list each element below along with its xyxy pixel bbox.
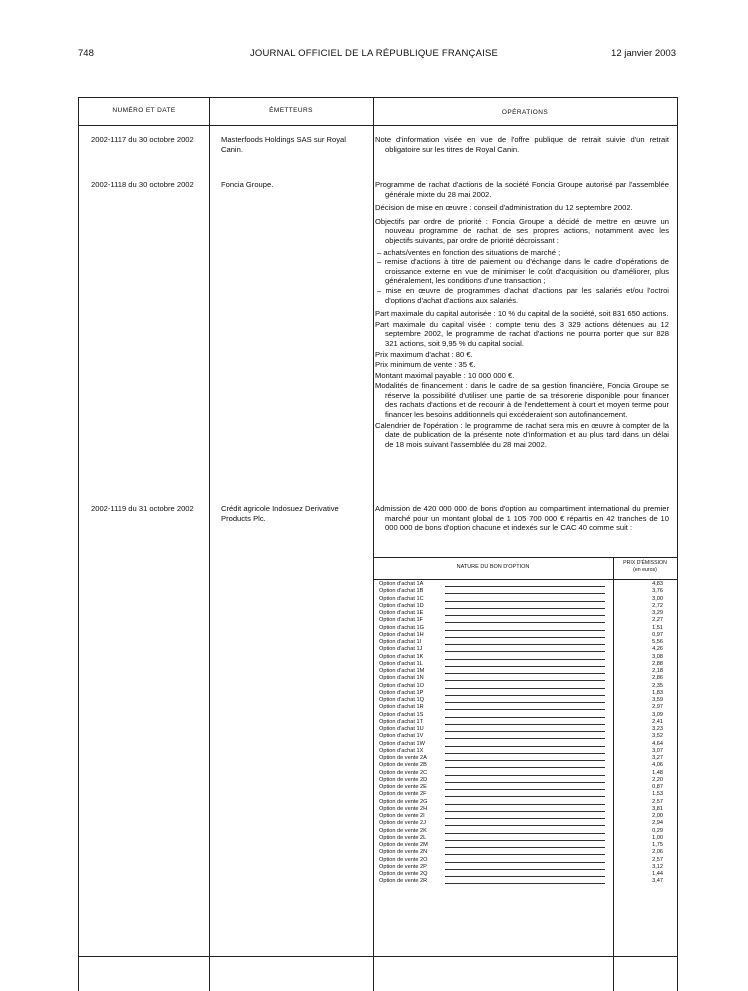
option-label: Option d'achat 1K (379, 653, 424, 660)
option-price: 3,29 (652, 610, 663, 616)
leader-line (445, 586, 605, 587)
option-price: 2,41 (652, 718, 663, 725)
option-label: Option de vente 2A (379, 755, 427, 761)
leader-line (445, 622, 605, 623)
option-label: Option de vente 2J (379, 820, 426, 827)
option-price: 1,83 (652, 689, 663, 696)
table-row (373, 632, 677, 639)
option-price: 3,47 (652, 878, 663, 885)
leader-line (445, 862, 605, 863)
subtable-header-rule (373, 579, 677, 580)
leader-line (445, 796, 605, 797)
table-row (373, 820, 677, 827)
leader-line (445, 869, 605, 870)
table-row (373, 770, 677, 777)
table-row (373, 712, 677, 719)
subtable-top-rule (373, 557, 677, 558)
table-row (373, 617, 677, 624)
leader-line (445, 593, 605, 594)
entry-issuer: Foncia Groupe. (221, 180, 274, 189)
list-item: – remise d'actions à titre de paiement ou d'échange dans le cadre d'opérations de croissance externe en vue de minimiser le coût d'acquisition ou d'améliorer, plus généralement, les conditions d'une transaction ; (377, 257, 669, 286)
table-row (373, 697, 677, 704)
column-divider (209, 98, 210, 991)
table-row (373, 741, 677, 748)
table-row (373, 878, 677, 885)
option-price: 1,48 (652, 769, 663, 776)
table-row (373, 857, 677, 864)
option-label: Option d'achat 1T (379, 718, 423, 725)
leader-line (445, 673, 605, 674)
table-row (373, 828, 677, 835)
option-label: Option de vente 2Q (379, 871, 428, 877)
option-label: Option d'achat 1M (379, 668, 425, 674)
table-row (373, 777, 677, 784)
option-price: 3,07 (652, 747, 663, 754)
table-row (373, 646, 677, 653)
option-price: 3,76 (652, 588, 663, 595)
option-label: Option de vente 2O (379, 856, 428, 863)
leader-line (445, 724, 605, 725)
option-price: 1,00 (652, 834, 663, 841)
option-price: 2,20 (652, 776, 663, 783)
paragraph: Calendrier de l'opération : le programme de rachat sera mis en œuvre à compter de la date de publication de la présente note d'information et au plus tard dans un délai de 18 mois suivant l'assemblée du 28 mai 2002. (375, 420, 669, 449)
option-price: 3,09 (652, 711, 663, 718)
paragraph: Montant maximal payable : 10 000 000 €. (375, 370, 515, 380)
option-warrant-table (373, 557, 677, 991)
option-price: 1,44 (652, 871, 663, 877)
leader-line (445, 789, 605, 790)
table-row (373, 733, 677, 740)
leader-line (445, 811, 605, 812)
option-label: Option de vente 2K (379, 827, 427, 834)
table-row (373, 639, 677, 646)
table-row (373, 588, 677, 595)
subtable-header-price (613, 560, 677, 574)
option-label: Option de vente 2I (379, 813, 425, 819)
table-row (373, 762, 677, 769)
option-price: 4,64 (652, 740, 663, 747)
table-row (373, 704, 677, 711)
leader-line (445, 659, 605, 660)
option-price: 3,81 (652, 805, 663, 812)
paragraph: Prix minimum de vente : 35 €. (375, 360, 476, 370)
table-row (373, 813, 677, 820)
leader-line (445, 637, 605, 638)
option-label: Option de vente 2C (379, 769, 428, 776)
option-price: 2,27 (652, 617, 663, 624)
header-divider (79, 125, 677, 126)
option-price: 0,97 (652, 631, 663, 638)
leader-line (445, 854, 605, 855)
option-label: Option d'achat 1W (379, 740, 425, 747)
option-label: Option de vente 2R (379, 878, 428, 885)
leader-line (445, 630, 605, 631)
objectives-list (375, 248, 669, 306)
table-row (373, 625, 677, 632)
subtable-rows (373, 581, 677, 886)
table-row (373, 849, 677, 856)
leader-line (445, 818, 605, 819)
option-price: 2,57 (652, 856, 663, 863)
option-price: 3,59 (652, 697, 663, 703)
table-row (373, 675, 677, 682)
option-label: Option de vente 2L (379, 834, 427, 841)
leader-line (445, 717, 605, 718)
option-label: Option d'achat 1H (379, 631, 424, 638)
option-price: 3,12 (652, 863, 663, 870)
table-row (373, 806, 677, 813)
option-price: 3,08 (652, 653, 663, 660)
option-price: 2,94 (652, 820, 663, 827)
leader-line (445, 688, 605, 689)
table-row (373, 690, 677, 697)
page-number: 748 (78, 48, 94, 59)
operations-table (78, 97, 678, 991)
table-row (373, 791, 677, 798)
table-row (373, 864, 677, 871)
option-price: 1,53 (652, 791, 663, 798)
leader-line (445, 804, 605, 805)
table-row (373, 871, 677, 878)
option-label: Option d'achat 1F (379, 617, 423, 624)
leader-line (445, 695, 605, 696)
leader-line (445, 746, 605, 747)
entry-issuer: Masterfoods Holdings SAS sur Royal Canin. (221, 135, 346, 154)
option-label: Option d'achat 1X (379, 747, 424, 754)
leader-line (445, 847, 605, 848)
option-price: 2,06 (652, 849, 663, 856)
option-price: 2,35 (652, 682, 663, 689)
paragraph: Décision de mise en œuvre : conseil d'administration du 12 septembre 2002. (375, 203, 633, 213)
leader-line (445, 883, 605, 884)
table-row (373, 842, 677, 849)
option-price: 2,18 (652, 668, 663, 674)
leader-line (445, 876, 605, 877)
column-header-number-date: NUMÉRO ET DATE (112, 107, 176, 114)
option-price: 3,27 (652, 755, 663, 761)
option-label: Option d'achat 1G (379, 624, 424, 631)
option-label: Option de vente 2N (379, 849, 428, 856)
option-price: 1,51 (652, 624, 663, 631)
option-label: Option d'achat 1B (379, 588, 424, 595)
table-row (373, 596, 677, 603)
list-item: – achats/ventes en fonction des situations de marché ; (377, 247, 561, 257)
option-price: 2,00 (652, 813, 663, 819)
subtable-header-nature: NATURE DU BON D'OPTION (456, 564, 530, 570)
option-label: Option d'achat 1J (379, 646, 423, 653)
leader-line (445, 651, 605, 652)
option-price: 0,87 (652, 784, 663, 790)
issue-date: 12 janvier 2003 (611, 48, 676, 59)
leader-line (445, 782, 605, 783)
entry-number-date: 2002-1118 du 30 octobre 2002 (91, 180, 194, 189)
leader-line (445, 608, 605, 609)
table-row (373, 784, 677, 791)
option-price: 0,29 (652, 827, 663, 834)
option-price: 3,23 (652, 726, 663, 732)
leader-line (445, 702, 605, 703)
table-row (373, 748, 677, 755)
option-label: Option d'achat 1L (379, 660, 423, 667)
leader-line (445, 760, 605, 761)
leader-line (445, 601, 605, 602)
paragraph: Objectifs par ordre de priorité : Foncia Groupe a décidé de mettre en œuvre un nouveau programme de rachat de ses propres actions, notamment avec les objectifs suivants, par ordre de priorité décroissant : (375, 216, 669, 245)
option-label: Option de vente 2D (379, 776, 428, 783)
option-label: Option d'achat 1U (379, 726, 424, 732)
option-label: Option d'achat 1R (379, 704, 424, 711)
option-label: Option de vente 2H (379, 805, 428, 812)
option-price: 5,56 (652, 639, 663, 645)
option-price: 2,86 (652, 675, 663, 682)
table-row (373, 799, 677, 806)
table-row (373, 719, 677, 726)
option-label: Option d'achat 1E (379, 610, 424, 616)
entry-operations: Admission de 420 000 000 de bons d'option au compartiment international du premier marché pour un montant global de 1 105 700 000 € répartis en 42 tranches de 10 000 000 de bons d'option chacune et indexés sur le CAC 40 comme suit : (375, 504, 669, 533)
paragraph: Part maximale du capital autorisée : 10 % du capital de la société, soit 831 650 actions. (375, 309, 669, 319)
option-label: Option d'achat 1I (379, 639, 422, 645)
option-price: 3,00 (652, 595, 663, 602)
table-row (373, 726, 677, 733)
option-label: Option de vente 2P (379, 863, 427, 870)
leader-line (445, 615, 605, 616)
option-price: 2,72 (652, 602, 663, 609)
leader-line (445, 731, 605, 732)
option-price: 3,52 (652, 733, 663, 740)
entry-operations (375, 180, 669, 450)
leader-line (445, 680, 605, 681)
table-row (373, 755, 677, 762)
option-label: Option de vente 2M (379, 842, 428, 848)
option-price: 4,26 (652, 646, 663, 653)
journal-title: JOURNAL OFFICIEL DE LA RÉPUBLIQUE FRANÇAISE (249, 48, 499, 59)
option-label: Option d'achat 1D (379, 602, 424, 609)
paragraph: Part maximale du capital visée : compte tenu des 3 329 actions détenues au 12 septembre 2002, le programme de rachat d'actions ne pourra porter que sur 828 321 actions, soit 9,95 % du capital social. (375, 319, 669, 348)
leader-line (445, 833, 605, 834)
leader-line (445, 775, 605, 776)
entry-operations: Note d'information visée en vue de l'offre publique de retrait suivie d'un retrait obligatoire sur les titres de Royal Canin. (375, 135, 669, 154)
option-label: Option d'achat 1V (379, 733, 424, 740)
table-row (373, 581, 677, 588)
table-row (373, 683, 677, 690)
leader-line (445, 709, 605, 710)
column-header-issuers: ÉMETTEURS (269, 107, 313, 114)
list-item: – mise en œuvre de programmes d'achat d'actions par les salariés et/ou l'octroi d'options d'achat d'actions aux salariés. (377, 285, 669, 305)
option-label: Option de vente 2E (379, 784, 427, 790)
paragraph: Modalités de financement : dans le cadre de sa gestion financière, Foncia Groupe se réserve la possibilité d'utiliser une partie de sa trésorerie disponible pour financer des rachats d'actions et de recourir à de l'endettement à court et moyen terme pour financer les besoins additionnels qui excéderaient son autofinancement. (375, 381, 669, 420)
table-row (373, 603, 677, 610)
leader-line (445, 767, 605, 768)
option-price: 2,57 (652, 798, 663, 805)
option-label: Option d'achat 1S (379, 711, 424, 718)
leader-line (445, 753, 605, 754)
option-label: Option d'achat 1P (379, 689, 424, 696)
option-label: Option de vente 2B (379, 762, 427, 769)
leader-line (445, 825, 605, 826)
option-price: 1,75 (652, 842, 663, 848)
option-label: Option d'achat 1N (379, 675, 424, 682)
leader-line (445, 644, 605, 645)
paragraph: Prix maximum d'achat : 80 €. (375, 349, 473, 359)
option-price: 2,97 (652, 704, 663, 711)
option-label: Option de vente 2F (379, 791, 427, 798)
leader-line (445, 738, 605, 739)
price-header-unit: (en euros) (633, 567, 657, 573)
leader-line (445, 666, 605, 667)
option-label: Option d'achat 1Q (379, 697, 424, 703)
entry-number-date: 2002-1117 du 30 octobre 2002 (91, 135, 194, 144)
option-price: 2,88 (652, 660, 663, 667)
paragraph: Programme de rachat d'actions de la société Foncia Groupe autorisé par l'assemblée générale mixte du 28 mai 2002. (375, 180, 669, 199)
option-label: Option d'achat 1A (379, 581, 424, 587)
entry-number-date: 2002-1119 du 31 octobre 2002 (91, 504, 194, 513)
option-label: Option d'achat 1C (379, 595, 424, 602)
leader-line (445, 840, 605, 841)
table-row (373, 661, 677, 668)
option-price: 4,06 (652, 762, 663, 769)
entry-issuer: Crédit agricole Indosuez Derivative Products Plc. (221, 504, 339, 523)
price-header-label: PRIX D'ÉMISSION (623, 560, 667, 566)
option-label: Option d'achat 1O (379, 682, 424, 689)
table-row (373, 668, 677, 675)
column-header-operations: OPÉRATIONS (501, 109, 549, 116)
option-price: 4,83 (652, 581, 663, 587)
table-row (373, 835, 677, 842)
table-row (373, 610, 677, 617)
option-label: Option de vente 2G (379, 798, 428, 805)
table-row (373, 654, 677, 661)
